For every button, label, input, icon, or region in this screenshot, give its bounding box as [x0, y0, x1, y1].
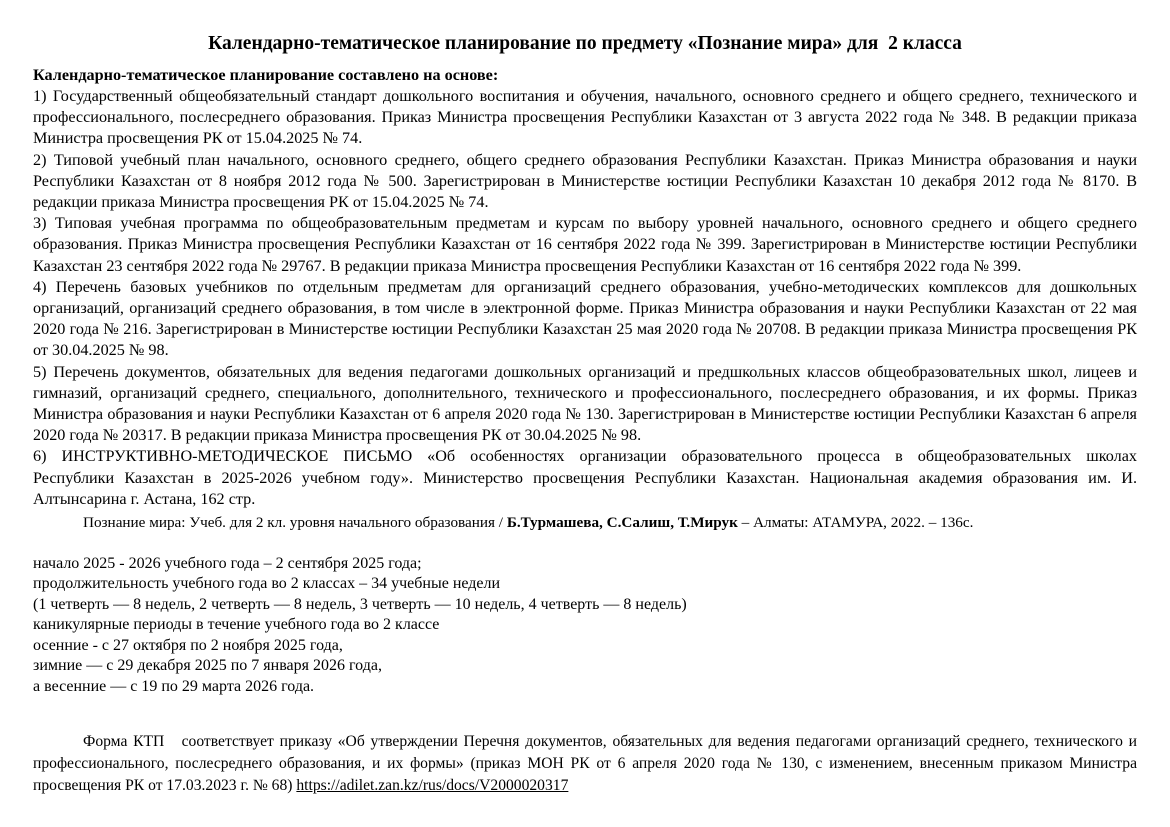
textbook-citation — [33, 510, 1137, 533]
schedule-line-spring-holidays: а весенние — с 19 по 29 марта 2026 года. — [33, 677, 315, 695]
basis-heading: Календарно-тематическое планирование составлено на основе: — [33, 66, 499, 84]
citation-suffix: – Алматы: АТАМУРА, 2022. – 136с. — [737, 514, 974, 532]
citation-prefix: Познание мира: Учеб. для 2 кл. уровня начального образования / — [83, 514, 507, 532]
closing-paragraph-block — [0, 731, 1170, 797]
closing-text: Форма КТП соответствует приказу «Об утверждении Перечня документов, обязательных для ведения педагогами организаций среднего, технического и профессионального, послесреднего образования, и их формы» (приказ МОН РК от 6 апреля 2020 года № 130, с изменением, внесенным приказом Министра просвещения РК от 17.03.2023 г. № 68) — [33, 732, 1141, 794]
academic-schedule-block — [0, 554, 1170, 697]
schedule-line-quarters: (1 четверть — 8 недель, 2 четверть — 8 недель, 3 четверть — 10 недель, 4 четверть — 8 недель) — [33, 595, 687, 613]
basis-item-5: 5) Перечень документов, обязательных для ведения педагогами дошкольных организаций и предшкольных классов общеобразовательных школ, лицеев и гимназий, организаций среднего, специального, дополнительного, технического и профессионального, послесреднего образования, и их формы. Приказ Министра образования и науки Республики Казахстан от 6 апреля 2020 года № 130. Зарегистрирован в Министерстве юстиции Республики Казахстан 6 апреля 2020 года № 20317. В редакции приказа Министра просвещения РК от 30.04.2025 № 98. — [33, 362, 1142, 445]
page-title: Календарно-тематическое планирование по предмету «Познание мира» для 2 класса — [208, 33, 962, 54]
basis-item-1: 1) Государственный общеобязательный стандарт дошкольного воспитания и обучения, начального, основного среднего и общего среднего, технического и профессионального, послесреднего образования. Приказ Министра просвещения Республики Казахстан от 3 августа 2022 года № 348. В редакции приказа Министра просвещения РК от 15.04.2025 № 74. — [33, 87, 1142, 148]
basis-item-6: 6) ИНСТРУКТИВНО-МЕТОДИЧЕСКОЕ ПИСЬМО «Об особенностях организации образовательного процесса в общеобразовательных школах Республики Казахстан в 2025-2026 учебном году». Министерство просвещения Республики Казахстан. Национальная академия образования им. И. Алтынсарина г. Астана, 162 стр. — [33, 447, 1142, 508]
basis-item-3: 3) Типовая учебная программа по общеобразовательным предметам и курсам по выбору уровней начального, основного среднего и общего среднего образования. Приказ Министра просвещения Республики Казахстан от 16 сентября 2022 года № 399. Зарегистрирован в Министерстве юстиции Республики Казахстан 23 сентября 2022 года № 29767. В редакции приказа Министра просвещения Республики Казахстан от 16 сентября 2022 года № 399. — [33, 214, 1142, 275]
schedule-line-start-of-year: начало 2025 - 2026 учебного года – 2 сентября 2025 года; — [33, 555, 422, 573]
closing-paragraph — [33, 731, 1141, 797]
basis-list — [0, 86, 1170, 533]
adilet-link[interactable]: https://adilet.zan.kz/rus/docs/V2000020317 — [296, 776, 569, 794]
schedule-line-winter-holidays: зимние — с 29 декабря 2025 по 7 января 2026 года, — [33, 657, 382, 675]
schedule-line-holidays-heading: каникулярные периоды в течение учебного года во 2 классе — [33, 616, 440, 634]
schedule-line-autumn-holidays: осенние - с 27 октября по 2 ноября 2025 года, — [33, 636, 343, 654]
basis-item-4: 4) Перечень базовых учебников по отдельным предметам для организаций среднего образования, учебно-методических комплексов для дошкольных организаций, организаций среднего образования, в том числе в электронной форме. Приказ Министра образования и науки Республики Казахстан от 22 мая 2020 года № 216. Зарегистрирован в Министерстве юстиции Республики Казахстан 25 мая 2020 года № 20708. В редакции приказа Министра просвещения РК от 30.04.2025 № 98. — [33, 277, 1142, 360]
basis-item-2: 2) Типовой учебный план начального, основного среднего, общего среднего образования Республики Казахстан. Приказ Министра образования и науки Республики Казахстан от 8 ноября 2012 года № 500. Зарегистрирован в Министерстве юстиции Республики Казахстан 10 декабря 2012 года № 8170. В редакции приказа Министра просвещения РК от 15.04.2025 № 74. — [33, 150, 1142, 212]
schedule-line-duration: продолжительность учебного года во 2 классах – 34 учебные недели — [33, 575, 501, 593]
citation-authors: Б.Турмашева, С.Салиш, Т.Мирук — [506, 514, 738, 532]
